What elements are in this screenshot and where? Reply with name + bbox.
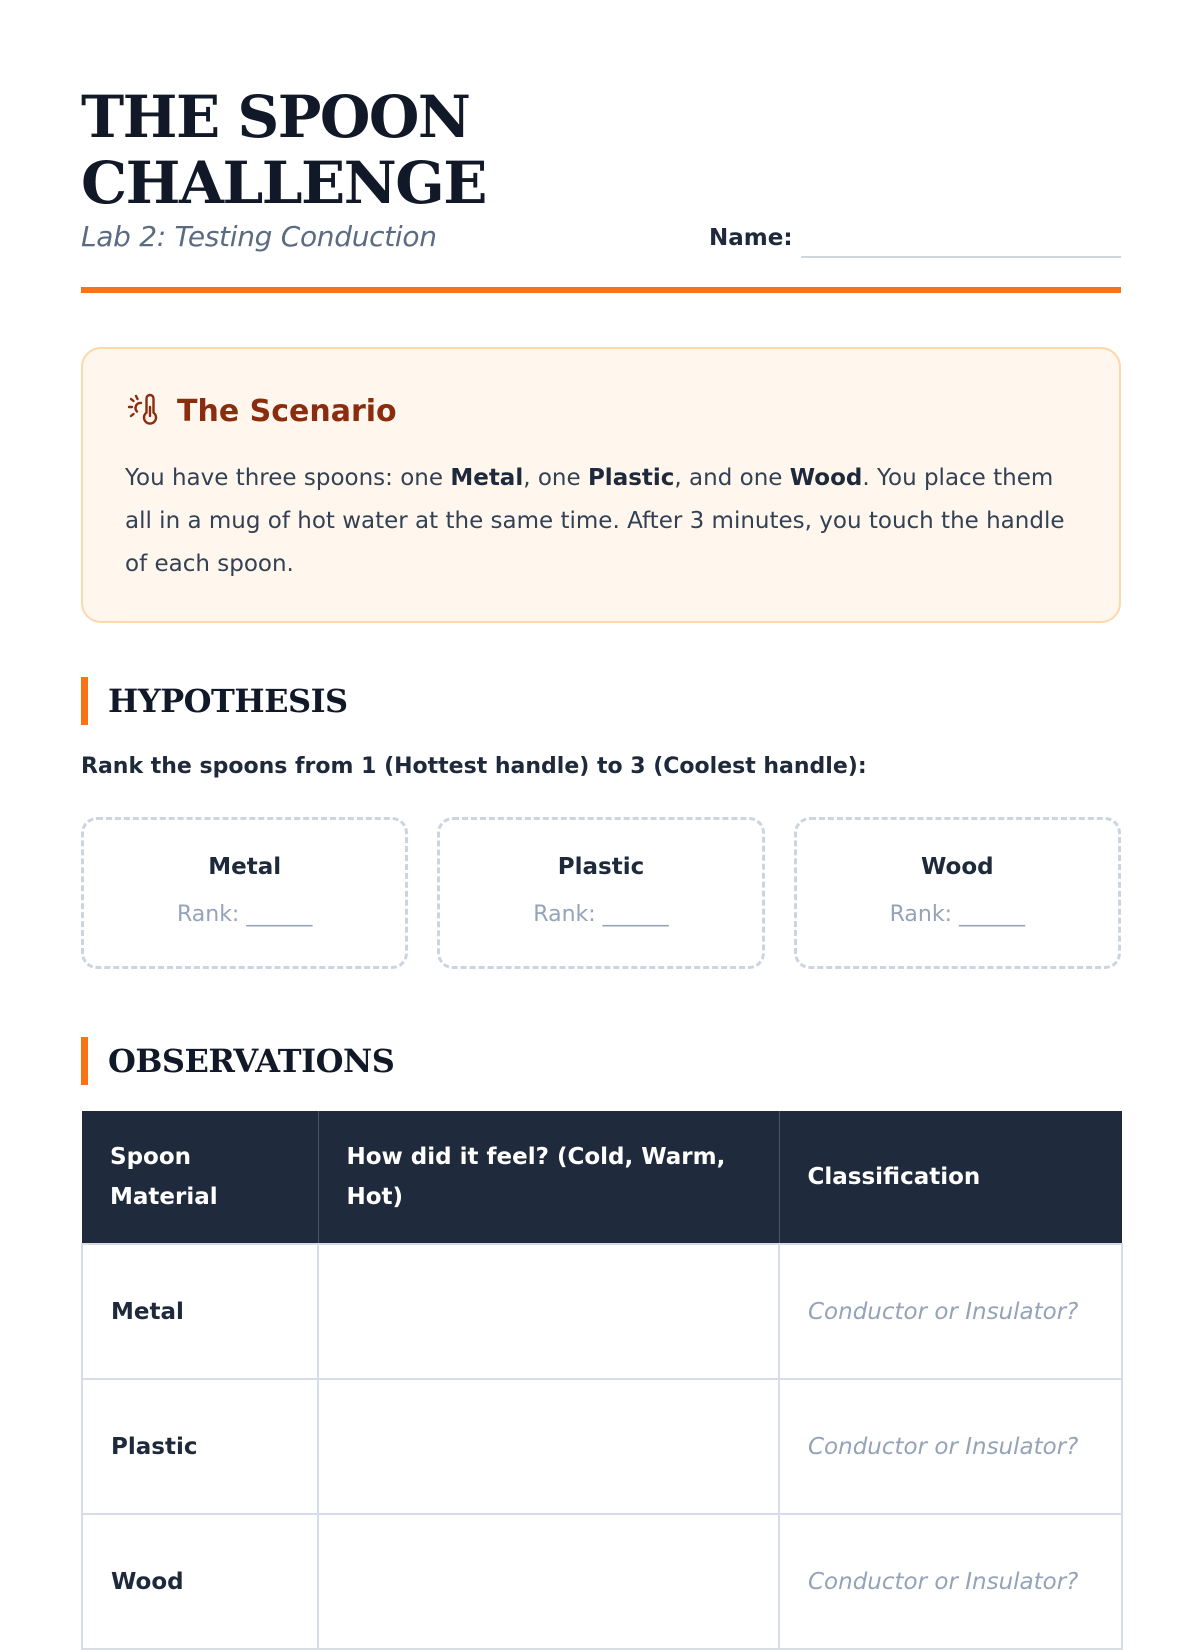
table-row: [82, 1244, 1122, 1379]
feel-cell[interactable]: [318, 1379, 779, 1514]
rank-prompt: Rank the spoons from 1 (Hottest handle) to 3 (Coolest handle):: [81, 754, 867, 779]
material-cell: Wood: [82, 1514, 318, 1649]
title-line-2: CHALLENGE: [81, 149, 486, 217]
page-title: [81, 84, 486, 216]
feel-cell[interactable]: [318, 1514, 779, 1649]
classification-cell[interactable]: Conductor or Insulator?: [779, 1514, 1122, 1649]
scenario-text-part: , one: [523, 465, 588, 491]
column-header-classification: Classification: [779, 1111, 1122, 1244]
header-divider: [81, 287, 1121, 293]
scenario-wood: Wood: [789, 465, 863, 491]
rank-blank[interactable]: Rank: ______: [176, 902, 313, 927]
scenario-title: The Scenario: [177, 393, 397, 429]
rank-card-name: Wood: [921, 854, 994, 880]
table-row: [82, 1379, 1122, 1514]
observations-heading: OBSERVATIONS: [81, 1037, 394, 1085]
scenario-plastic: Plastic: [587, 465, 675, 491]
rank-card-plastic: [437, 817, 764, 969]
column-header-material: Spoon Material: [82, 1111, 318, 1244]
scenario-box: [81, 347, 1121, 623]
scenario-metal: Metal: [450, 465, 524, 491]
material-cell: Plastic: [82, 1379, 318, 1514]
table-row: [82, 1514, 1122, 1649]
rank-blank[interactable]: Rank: ______: [533, 902, 669, 927]
rank-blank[interactable]: Rank: ______: [889, 902, 1025, 927]
feel-cell[interactable]: [318, 1244, 779, 1379]
scenario-text-part: , and one: [674, 465, 790, 491]
classification-cell[interactable]: Conductor or Insulator?: [779, 1244, 1122, 1379]
observations-table: [81, 1111, 1123, 1650]
hypothesis-heading: HYPOTHESIS: [81, 677, 348, 725]
name-label: Name:: [709, 225, 793, 251]
scenario-text-part: . You place them all in a mug of hot water at the same time. After 3 minutes, you touch the handle of each spoon.: [125, 465, 1065, 577]
rank-card-name: Plastic: [557, 854, 645, 880]
rank-card-metal: [81, 817, 408, 969]
page-subtitle: Lab 2: Testing Conduction: [81, 220, 437, 253]
thermometer-sun-icon: [125, 389, 165, 433]
rank-card-name: Metal: [208, 854, 282, 880]
rank-cards: [81, 817, 1121, 969]
rank-card-wood: [794, 817, 1121, 969]
scenario-text: [125, 457, 1077, 586]
classification-cell[interactable]: Conductor or Insulator?: [779, 1379, 1122, 1514]
scenario-header: [125, 389, 1077, 433]
scenario-text-part: You have three spoons: one: [125, 465, 451, 491]
table-header-row: [82, 1111, 1122, 1244]
title-line-1: THE SPOON: [81, 83, 470, 151]
name-field[interactable]: [801, 256, 1121, 258]
column-header-feel: How did it feel? (Cold, Warm, Hot): [318, 1111, 779, 1244]
material-cell: Metal: [82, 1244, 318, 1379]
